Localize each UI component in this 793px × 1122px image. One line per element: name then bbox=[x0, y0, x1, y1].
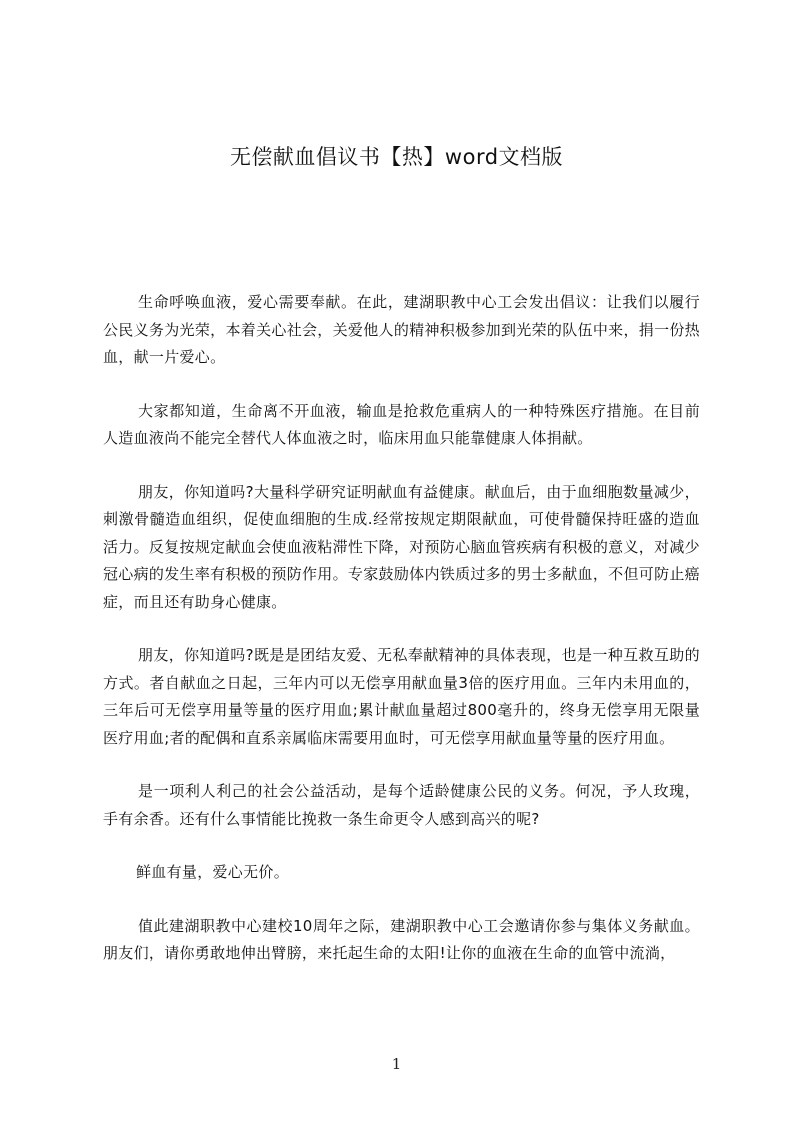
paragraph-slogan: 鲜血有量，爱心无价。 bbox=[136, 863, 290, 881]
document-body bbox=[103, 289, 700, 994]
page-number: 1 bbox=[391, 1055, 402, 1073]
paragraph-mutual-aid: 朋友，你知道吗?既是是团结友爱、无私奉献精神的具体表现，也是一种互救互助的方式。者自献血之日起，三年内可以无偿享用献血量3倍的医疗用血。三年内未用血的，三年后可无偿享用量等量的医疗用血;累计献血量超过800毫升的，终身无偿享用无限量医疗用血;者的配偶和直系亲属临床需要用血时，可无偿享用献血量等量的医疗用血。 bbox=[103, 646, 700, 747]
paragraph-blood-necessity: 大家都知道，生命离不开血液，输血是抢救危重病人的一种特殊医疗措施。在目前人造血液尚不能完全替代人体血液之时，临床用血只能靠健康人体捐献。 bbox=[103, 401, 700, 447]
paragraph-blood-call: 生命呼唤血液，爱心需要奉献。在此，建湖职教中心工会发出倡议：让我们以履行公民义务为光荣，本着关心社会，关爱他人的精神积极参加到光荣的队伍中来，捐一份热血，献一片爱心。 bbox=[103, 293, 700, 366]
paragraph-health-benefits: 朋友，你知道吗?大量科学研究证明献血有益健康。献血后，由于血细胞数量减少，刺激骨髓造血组织，促使血细胞的生成.经常按规定期限献血，可使骨髓保持旺盛的造血活力。反复按规定献血会使血液粘滞性下降，对预防心脑血管疾病有积极的意义，对减少冠心病的发生率有积极的预防作用。专家鼓励体内铁质过多的男士多献血，不但可防止癌症，而且还有助身心健康。 bbox=[103, 482, 700, 611]
paragraph-invitation: 值此建湖职教中心建校10周年之际，建湖职教中心工会邀请你参与集体义务献血。朋友们，请你勇敢地伸出臂膀，来托起生命的太阳!让你的血液在生命的血管中流淌， bbox=[103, 916, 700, 962]
document-title: 无偿献血倡议书【热】word文档版 bbox=[229, 145, 564, 169]
paragraph-public-welfare: 是一项利人利己的社会公益活动，是每个适龄健康公民的义务。何况，予人玫瑰，手有余香。还有什么事情能比挽救一条生命更令人感到高兴的呢? bbox=[103, 782, 700, 828]
